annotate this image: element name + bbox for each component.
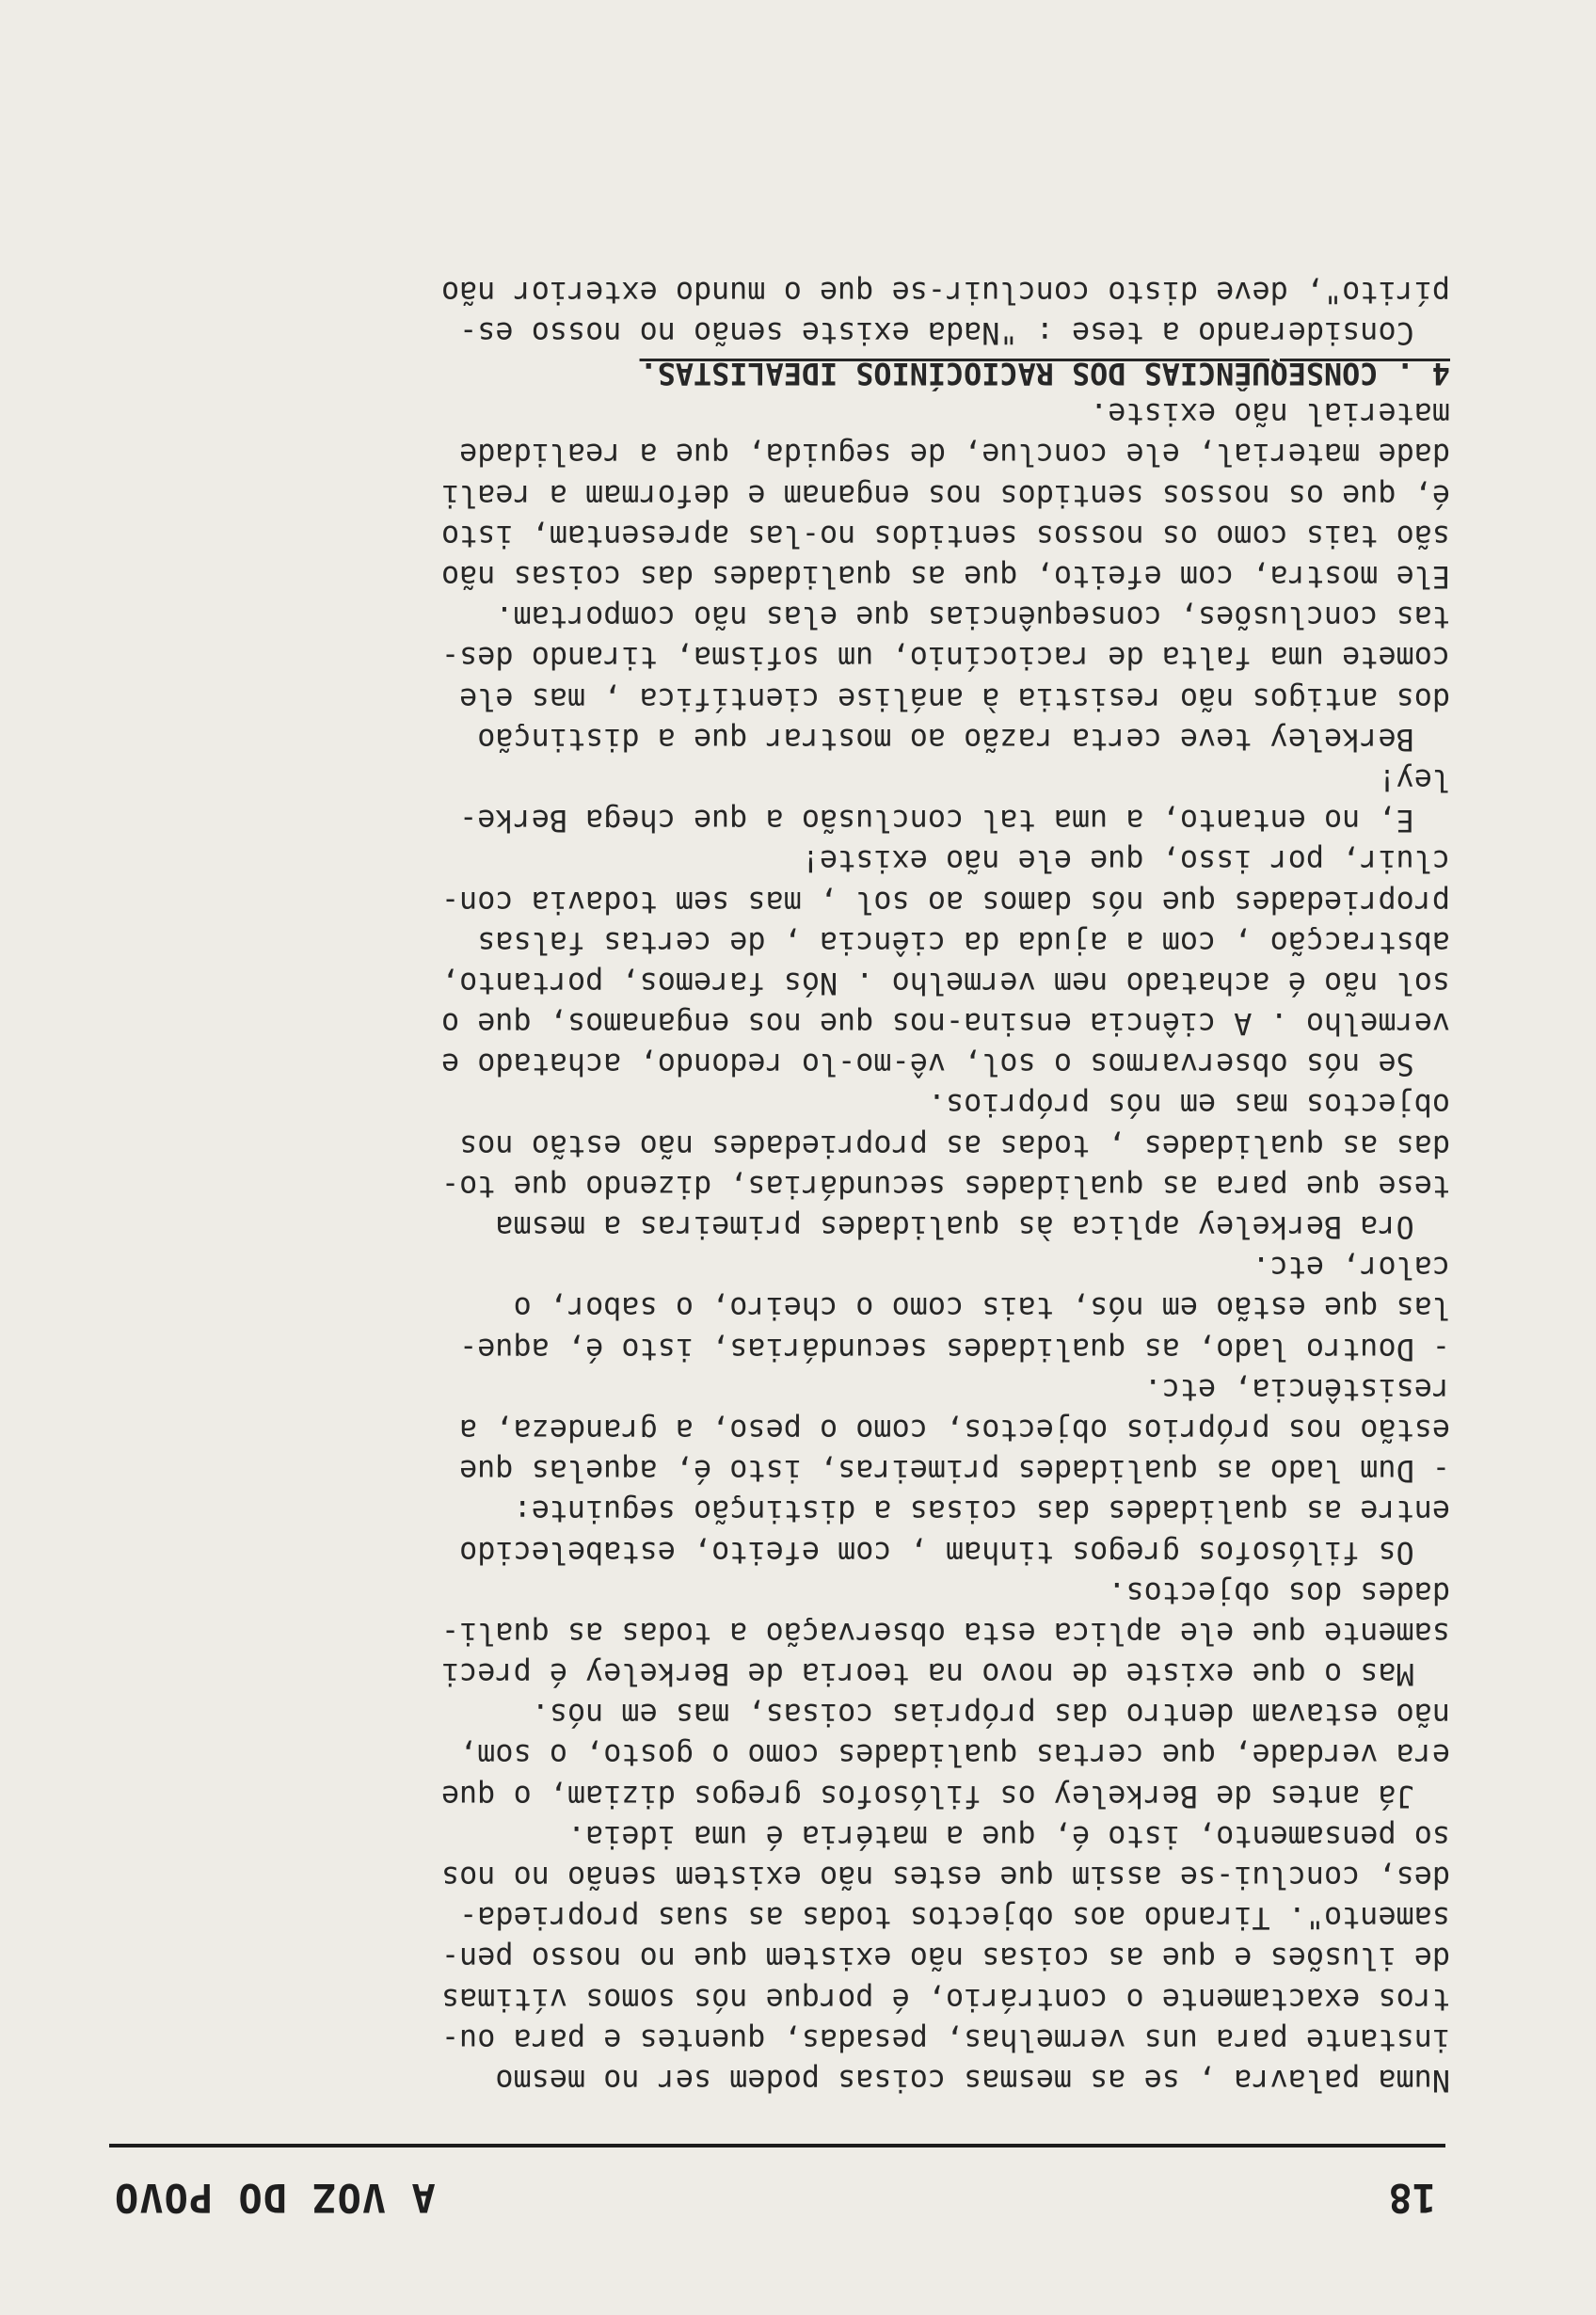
- text-line: tese que para as qualidades secundárias, dizendo que to-: [440, 1168, 1450, 1204]
- text-line: sol não é achatado nem vermelho . Nós faremos, portanto,: [440, 965, 1450, 1000]
- text-line: Ele mostra, com efeito, que as qualidades das coisas não: [440, 559, 1450, 595]
- text-line: cluir, por isso, que ele não existe!: [801, 843, 1450, 879]
- text-line: calor, etc.: [1252, 1250, 1450, 1285]
- text-line: - Dum lado as qualidades primeiras, isto é, aquelas que: [459, 1453, 1450, 1489]
- text-line: Berkeley teve certa razão ao mostrar que a distinção: [477, 721, 1450, 757]
- text-line: - Doutro lado, as qualidades secundárias, isto é, aque-: [459, 1331, 1450, 1366]
- text-line: pírito", deve disto concluir-se que o mundo exterior não: [440, 274, 1450, 310]
- text-line: abstracção , com a ajuda da ciência , de certas falsas: [477, 924, 1450, 960]
- text-line: das as qualidades , todas as propriedades não estão nos: [459, 1127, 1450, 1163]
- text-line: so pensamento, isto é, que a matéria é uma ideia.: [567, 1818, 1450, 1854]
- text-line: Numa palavra , se as mesmas coisas podem ser no mesmo: [495, 2063, 1450, 2098]
- text-line: tas conclusões, consequências que elas não comportam.: [495, 599, 1450, 635]
- text-line: propriedades que nós damos ao sol , mas sem todavia con-: [440, 884, 1450, 919]
- text-line: dades dos objectos.: [1108, 1574, 1450, 1610]
- text-line: Considerando a tese : "Nada existe senão no nosso es-: [459, 314, 1450, 350]
- text-line: são tais como os nossos sentidos no-las apresentam, isto: [440, 518, 1450, 553]
- text-line: E, no entanto, a uma tal conclusão a que chega Berke-: [459, 803, 1450, 838]
- text-line: Mas o que existe de novo na teoria de Berkeley é preci: [440, 1656, 1450, 1692]
- section-heading: 4 . CONSEQUÊNCIAS DOS RACIOCÍNIOS IDEALISTAS.: [639, 356, 1450, 391]
- page-header: [114, 2164, 1436, 2221]
- text-line: entre as qualidades das coisas a distinção seguinte:: [513, 1493, 1450, 1529]
- text-line: comete uma falta de raciocínio, um sofisma, tirando des-: [440, 640, 1450, 676]
- text-line: era verdade, que certas qualidades como o gosto, o som,: [459, 1737, 1450, 1773]
- text-line: Já antes de Berkeley os filósofos gregos diziam, o que: [440, 1778, 1450, 1813]
- text-line: tros exactamente o contrário, é porque nós somos vítimas: [440, 1981, 1450, 2017]
- text-line: resistência, etc.: [1143, 1371, 1450, 1407]
- text-line: las que estão em nós, tais como o cheiro, o sabor, o: [513, 1290, 1450, 1326]
- body-text: [104, 272, 1450, 2100]
- text-line: objectos mas em nós próprios.: [927, 1087, 1450, 1123]
- text-line: samento". Tirando aos objectos todas as suas proprieda-: [459, 1900, 1450, 1936]
- page-number: 18: [1388, 2175, 1436, 2221]
- text-line: dos antigos não resistia à análise científica , mas ele: [459, 680, 1450, 716]
- text-line: é, que os nossos sentidos nos enganam e deformam a reali: [440, 477, 1450, 513]
- text-line: Os filósofos gregos tinham , com efeito, estabelecido: [459, 1534, 1450, 1570]
- text-line: Ora Berkeley aplica às qualidades primeiras a mesma: [495, 1209, 1450, 1245]
- text-line: vermelho . A ciência ensina-nos que nos enganamos, que o: [440, 1006, 1450, 1042]
- text-line: des, conclui-se assim que estes não existem senão no nos: [440, 1860, 1450, 1895]
- text-line: de ilusões e que as coisas não existem que no nosso pen-: [440, 1940, 1450, 1976]
- text-line: instante para uns vermelhas, pesadas, quentes e para ou-: [440, 2021, 1450, 2057]
- running-title: A VOZ DO POVO: [114, 2175, 436, 2221]
- text-line: estão nos próprios objectos, como o peso, a grandeza, a: [459, 1413, 1450, 1447]
- text-line: Se nós observarmos o sol, vê-mo-lo redondo, achatado e: [440, 1046, 1450, 1082]
- text-line: dade material, ele conclue, de seguida, que a realidade: [459, 437, 1450, 472]
- text-line: material não existe.: [1090, 396, 1450, 432]
- text-line: samente que ele aplica esta observação a todas as quali-: [440, 1615, 1450, 1651]
- text-line: não estavam dentro das próprias coisas, mas em nós.: [531, 1697, 1450, 1732]
- header-divider: [109, 2144, 1445, 2147]
- text-line: ley!: [1378, 762, 1450, 797]
